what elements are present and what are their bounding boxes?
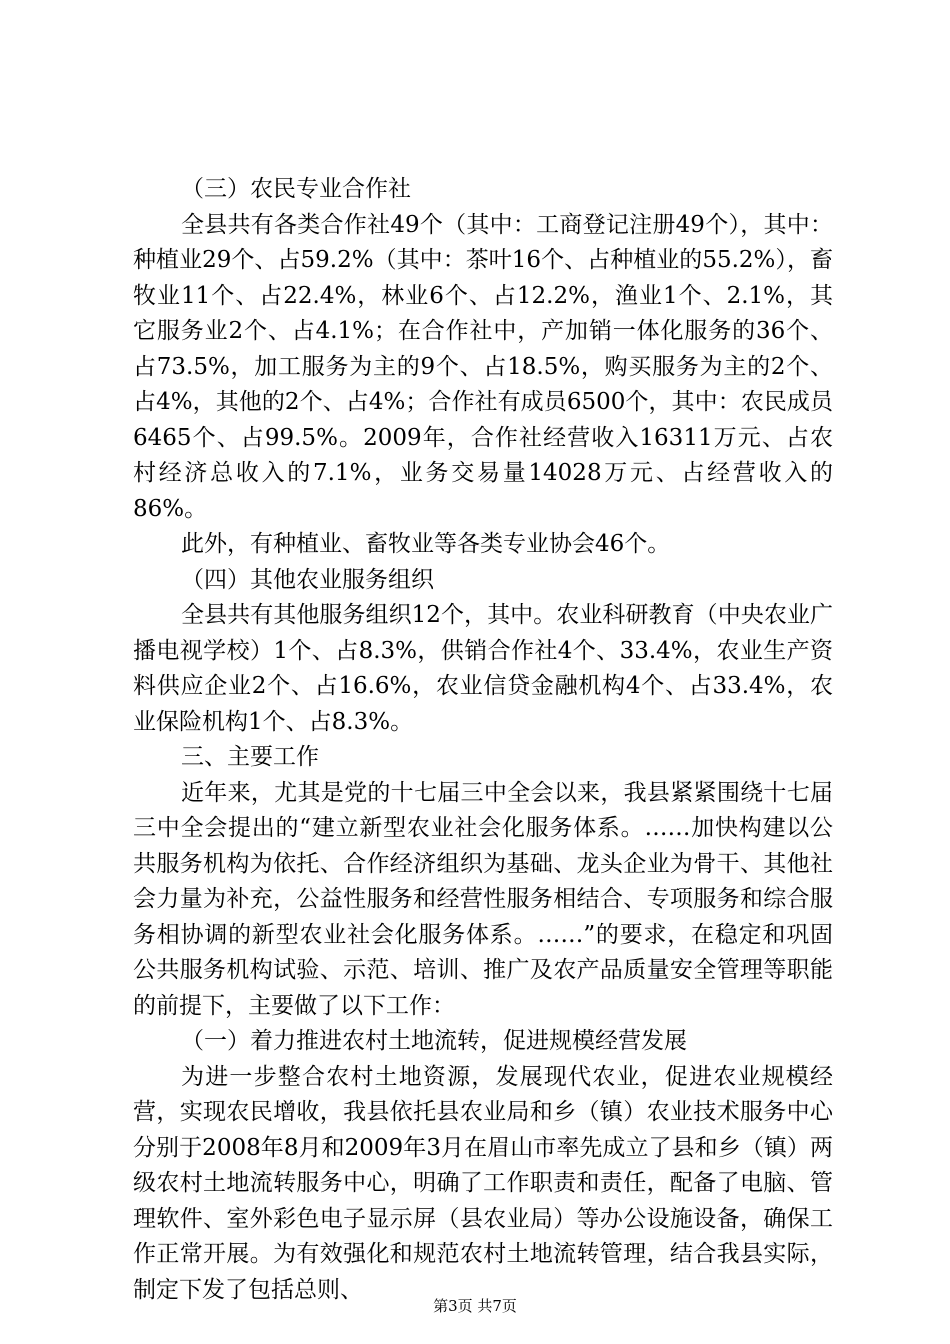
section-heading: 三、主要工作 [181,744,319,770]
section-heading: （四）其他农业服务组织 [181,566,434,593]
section-heading: （一）着力推进农村土地流转，促进规模经营发展 [181,1028,687,1054]
section-heading: （三）农民专业合作社 [181,176,411,202]
document-body [133,172,833,1308]
page-number-footer: 第3页 共7页 [433,1297,517,1315]
body-paragraph: 近年来，尤其是党的十七届三中全会以来，我县紧紧围绕十七届三中全会提出的“建立新型农业社会化服务体系。……加快构建以公共服务机构为依托、合作经济组织为基础、龙头企业为骨干、其他社会力量为补充，公益性服务和经营性服务相结合、专项服务和综合服务相协调的新型农业社会化服务体系。……”的要求，在稳定和巩固公共服务机构试验、示范、培训、推广及农产品质量安全管理等职能的前提下，主要做了以下工作： [133,779,833,1019]
body-paragraph: 全县共有各类合作社49个（其中：工商登记注册49个），其中：种植业29个、占59.2%（其中：茶叶16个、占种植业的55.2%），畜牧业11个、占22.4%，林业6个、占12.2%，渔业1个、2.1%，其它服务业2个、占4.1%；在合作社中，产加销一体化服务的36个、占73.5%，加工服务为主的9个、占18.5%，购买服务为主的2个、占4%，其他的2个、占4%；合作社有成员6500个，其中：农民成员6465个、占99.5%。2009年，合作社经营收入16311万元、占农村经济总收入的7.1%，业务交易量14028万元、占经营收入的86%。 [133,211,833,522]
body-paragraph: 此外，有种植业、畜牧业等各类专业协会46个。 [181,531,671,557]
body-paragraph: 全县共有其他服务组织12个，其中。农业科研教育（中央农业广播电视学校）1个、占8.3%，供销合作社4个、33.4%，农业生产资料供应企业2个、占16.6%，农业信贷金融机构4个、占33.4%，农业保险机构1个、占8.3%。 [133,602,833,735]
body-paragraph: 为进一步整合农村土地资源，发展现代农业，促进农业规模经营，实现农民增收，我县依托县农业局和乡（镇）农业技术服务中心分别于2008年8月和2009年3月在眉山市率先成立了县和乡（镇）两级农村土地流转服务中心，明确了工作职责和责任，配备了电脑、管理软件、室外彩色电子显示屏（县农业局）等办公设施设备，确保工作正常开展。为有效强化和规范农村土地流转管理，结合我县实际，制定下发了包括总则、 [133,1063,833,1303]
